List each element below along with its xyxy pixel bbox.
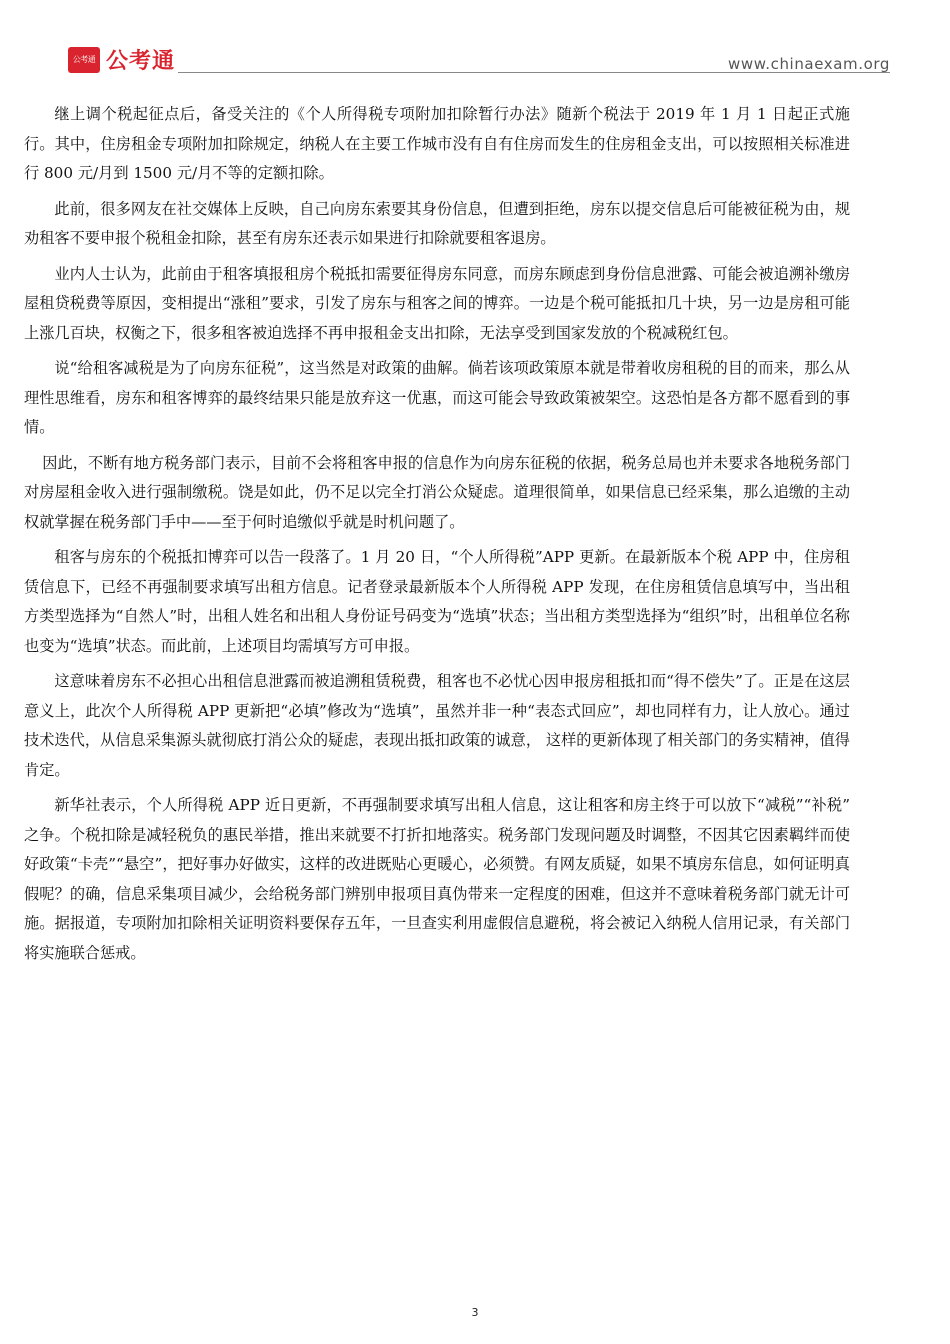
paragraph-1: 继上调个税起征点后，备受关注的《个人所得税专项附加扣除暂行办法》随新个税法于 2019 年 1 月 1 日起正式施行。其中，住房租金专项附加扣除规定，纳税人在主要工作城市没有自有住房而发生的住房租金支出，可以按照相关标准进行 800 元/月到 1500 元/月不等的定额扣除。 bbox=[24, 105, 850, 182]
logo-icon: 公考通 bbox=[68, 47, 100, 73]
paragraph-3: 业内人士认为，此前由于租客填报租房个税抵扣需要征得房东同意，而房东顾虑到身份信息泄露、可能会被追溯补缴房屋租贷税费等原因，变相提出“涨租”要求，引发了房东与租客之间的博弈。一边是个税可能抵扣几十块，另一边是房租可能上涨几百块，权衡之下，很多租客被迫选择不再申报租金支出扣除，无法享受到国家发放的个税减税红包。 bbox=[24, 264, 850, 342]
brand-logo bbox=[68, 44, 175, 75]
page-header bbox=[0, 0, 950, 90]
paragraph-4: 说“给租客减税是为了向房东征税”，这当然是对政策的曲解。倘若该项政策原本就是带着收房租税的目的而来，那么从理性思维看，房东和租客博弈的最终结果只能是放弃这一优惠，而这可能会导致政策被架空。这恐怕是各方都不愿看到的事情。 bbox=[24, 359, 850, 436]
paragraph-7: 这意味着房东不必担心出租信息泄露而被追溯租赁税费，租客也不必忧心因申报房租抵扣而“得不偿失”了。正是在这层意义上，此次个人所得税 APP 更新把“必填”修改为“选填”，虽然并非一种“表态式回应”，却也同样有力，让人放心。通过技术迭代，从信息采集源头就彻底打消公众的疑虑，表现出抵扣政策的诚意， 这样的更新体现了相关部门的务实精神，值得肯定。 bbox=[24, 672, 850, 779]
site-url: www.chinaexam.org bbox=[728, 55, 891, 73]
paragraph-6: 租客与房东的个税抵扣博弈可以告一段落了。1 月 20 日，“个人所得税”APP 更新。在最新版本个税 APP 中，住房租赁信息下，已经不再强制要求填写出租方信息。记者登录最新版本个人所得税 APP 发现，在住房租赁信息填写中，当出租方类型选择为“自然人”时，出租人姓名和出租人身份证号码变为“选填”状态；当出租方类型选择为“组织”时，出租单位名称也变为“选填”状态。而此前，上述项目均需填写方可申报。 bbox=[24, 548, 850, 655]
page-number: 3 bbox=[471, 1306, 479, 1319]
paragraph-8: 新华社表示，个人所得税 APP 近日更新，不再强制要求填写出租人信息，这让租客和房主终于可以放下“减税”“补税” 之争。个税扣除是减轻税负的惠民举措，推出来就要不打折扣地落实。税务部门发现问题及时调整，不因其它因素羁绊而使好政策“卡壳”“悬空”，把好事办好做实，这样的改进既贴心更暖心，必须赞。有网友质疑，如果不填房东信息，如何证明真假呢？的确，信息采集项目减少，会给税务部门辨别申报项目真伪带来一定程度的困难，但这并不意味着税务部门就无计可施。据报道，专项附加扣除相关证明资料要保存五年，一旦查实利用虚假信息避税，将会被记入纳税人信用记录，有关部门将实施联合惩戒。 bbox=[24, 796, 850, 962]
paragraph-5: 因此，不断有地方税务部门表示，目前不会将租客申报的信息作为向房东征税的依据，税务总局也并未要求各地税务部门对房屋租金收入进行强制缴税。饶是如此，仍不足以完全打消公众疑虑。道理很简单，如果信息已经采集，那么追缴的主动权就掌握在税务部门手中——至于何时追缴似乎就是时机问题了。 bbox=[24, 453, 850, 531]
logo-text: 公考通 bbox=[106, 49, 176, 74]
paragraph-2: 此前，很多网友在社交媒体上反映，自己向房东索要其身份信息，但遭到拒绝，房东以提交信息后可能被征税为由，规劝租客不要申报个税租金扣除，甚至有房东还表示如果进行扣除就要租客退房。 bbox=[24, 199, 850, 247]
article-body bbox=[24, 100, 850, 974]
